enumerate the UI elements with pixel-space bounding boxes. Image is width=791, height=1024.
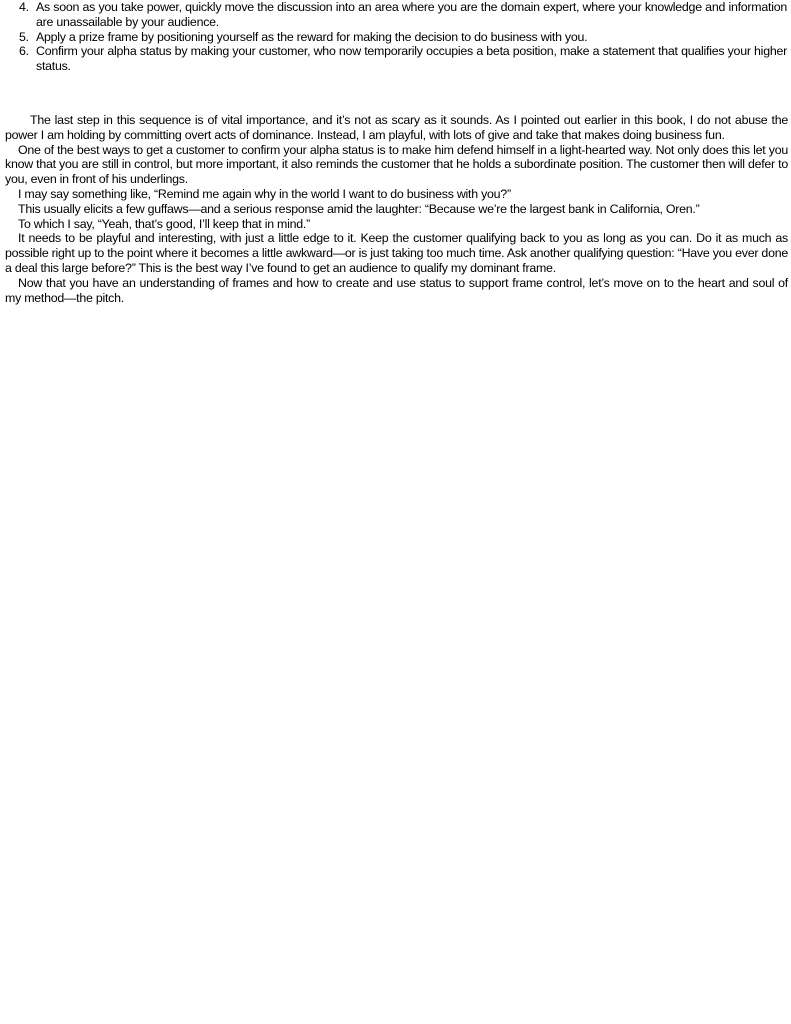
list-item-number: 5. xyxy=(19,29,29,44)
numbered-list xyxy=(0,0,787,74)
list-item-number: 4. xyxy=(19,0,29,14)
paragraph: This usually elicits a few guffaws—and a serious response amid the laughter: “Because we’re the largest bank in California, Oren.” xyxy=(18,201,700,216)
list-item xyxy=(0,0,787,30)
list-item-text: Apply a prize frame by positioning yourself as the reward for making the decision to do business with you. xyxy=(36,29,588,44)
paragraph: Now that you have an understanding of frames and how to create and use status to support frame control, let’s move on to the heart and soul of my method—the pitch. xyxy=(5,275,788,305)
paragraph: The last step in this sequence is of vital importance, and it’s not as scary as it sounds. As I pointed out earlier in this book, I do not abuse the power I am holding by committing overt acts of dominance. Instead, I am playful, with lots of give and take that makes doing business fun. xyxy=(5,113,788,142)
list-item xyxy=(0,30,787,45)
paragraph: To which I say, “Yeah, that’s good, I’ll keep that in mind.” xyxy=(18,216,310,231)
paragraph: I may say something like, “Remind me again why in the world I want to do business with you?” xyxy=(18,186,511,201)
body-text xyxy=(5,113,788,305)
list-item xyxy=(0,44,787,74)
list-item-text: Confirm your alpha status by making your customer, who now temporarily occupies a beta position, make a statement that qualifies your higher status. xyxy=(36,44,787,74)
paragraph: One of the best ways to get a customer to confirm your alpha status is to make him defend himself in a light-hearted way. Not only does this let you know that you are still in control, but more important, it also reminds the customer that he holds a subordinate position. The customer then will defer to you, even in front of his underlings. xyxy=(5,142,788,187)
list-item-number: 6. xyxy=(19,44,29,59)
paragraph: It needs to be playful and interesting, with just a little edge to it. Keep the customer qualifying back to you as long as you can. Do it as much as possible right up to the point where it becomes a little awkward—or is just taking too much time. Ask another qualifying question: “Have you ever done a deal this large before?” This is the best way I’ve found to get an audience to qualify my dominant frame. xyxy=(5,231,788,275)
list-item-text: As soon as you take power, quickly move the discussion into an area where you are the domain expert, where your knowledge and information are unassailable by your audience. xyxy=(36,0,787,29)
